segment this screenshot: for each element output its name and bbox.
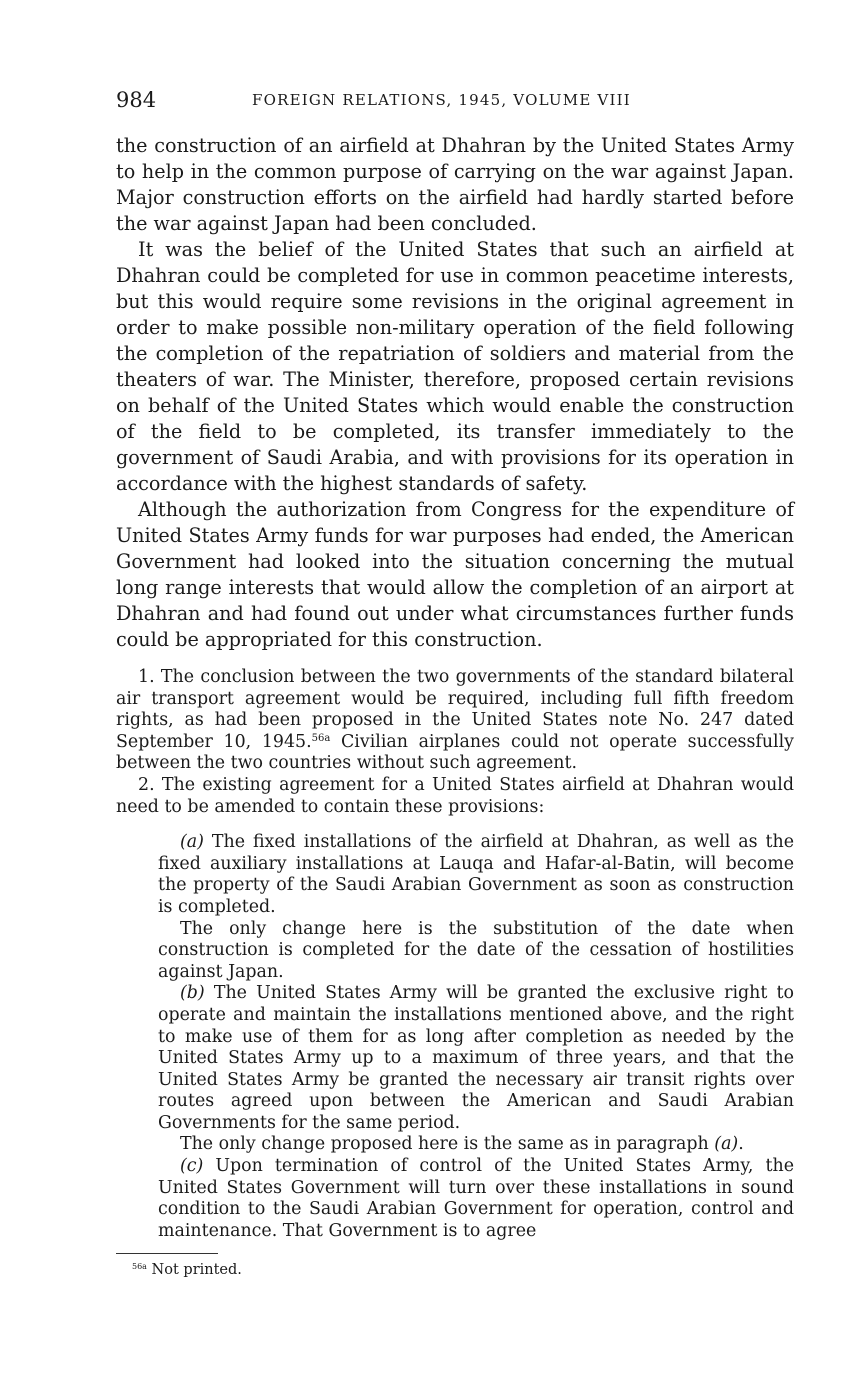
page-header [116, 88, 794, 114]
provision-a: (a) The fixed installations of the airfield at Dhahran, as well as the fixed auxiliary installations at Lauqa and Hafar-al-Batin, will become the property of the Saudi Arabian Government as soon as construction is completed. [158, 832, 794, 917]
provision-b-label: (b) [180, 983, 205, 1004]
provision-c: (c) Upon termination of control of the United States Army, the United States Government will turn over these installations in sound condition to the Saudi Arabian Government for operation, control and maintenance. That Government is to agree [158, 1156, 794, 1241]
provision-b-note: The only change proposed here is the same as in paragraph (a). [180, 1134, 744, 1155]
provision-a-note: The only change here is the substitution of the date when construction is completed for the date of the cessation of hostilities against Japan. [158, 918, 794, 982]
footnote-mark: 56a [132, 1262, 147, 1271]
page-number: 984 [116, 88, 157, 112]
small-print-section [116, 667, 794, 1242]
point-2: 2. The existing agreement for a United States airfield at Dhahran would need to be amended to contain these provisions: [116, 774, 794, 817]
running-title: FOREIGN RELATIONS, 1945, VOLUME VIII [252, 91, 631, 109]
provision-c-label: (c) [180, 1156, 204, 1177]
provision-b: (b) The United States Army will be granted the exclusive right to operate and maintain the installations mentioned above, and the right to make use of them for as long after completion as needed by the United States Army up to a maximum of three years, and that the United States Army be granted the necessary air transit rights over routes agreed upon between the American and Saudi Arabian Governments for the same period. [158, 983, 794, 1133]
paragraph-airfield-belief: It was the belief of the United States that such an airfield at Dhahran could be completed for use in common peacetime interests, but this would require some revisions in the original agreement in order to make possible non-military operation of the field following the completion of the repatriation of soldiers and material from the theaters of war. The Minister, therefore, proposed certain revisions on behalf of the United States which would enable the construction of the field to be completed, its transfer immediately to the government of Saudi Arabia, and with provisions for its operation in accordance with the highest standards of safety. [116, 238, 794, 495]
provision-a-label: (a) [180, 832, 204, 853]
paragraph-congress-authorization: Although the authorization from Congress for the expenditure of United States Army funds for war purposes had ended, the American Government had looked into the situation concerning the mutual long range interests that would allow the completion of an airport at Dhahran and had found out under what circumstances further funds could be appropriated for this construction. [116, 498, 794, 651]
main-text [116, 133, 794, 653]
paragraph-continued: the construction of an airfield at Dhahran by the United States Army to help in the common purpose of carrying on the war against Japan. Major construction efforts on the airfield had hardly started before the war against Japan had been concluded. [116, 134, 794, 235]
footnote-divider [116, 1253, 218, 1254]
footnote: $^{56a}$ Not printed. [132, 1262, 242, 1278]
provisions-block [116, 832, 794, 1242]
point-1: 1. The conclusion between the two governments of the standard bilateral air transport agreement would be required, including full fifth freedom rights, as had been proposed in the United States note No. 247 dated September 10, 1945.$^{56a}$ Civilian airplanes could not operate successfully between the two countries without such agreement. [116, 667, 794, 774]
footnote-reference: 56a [311, 732, 331, 744]
